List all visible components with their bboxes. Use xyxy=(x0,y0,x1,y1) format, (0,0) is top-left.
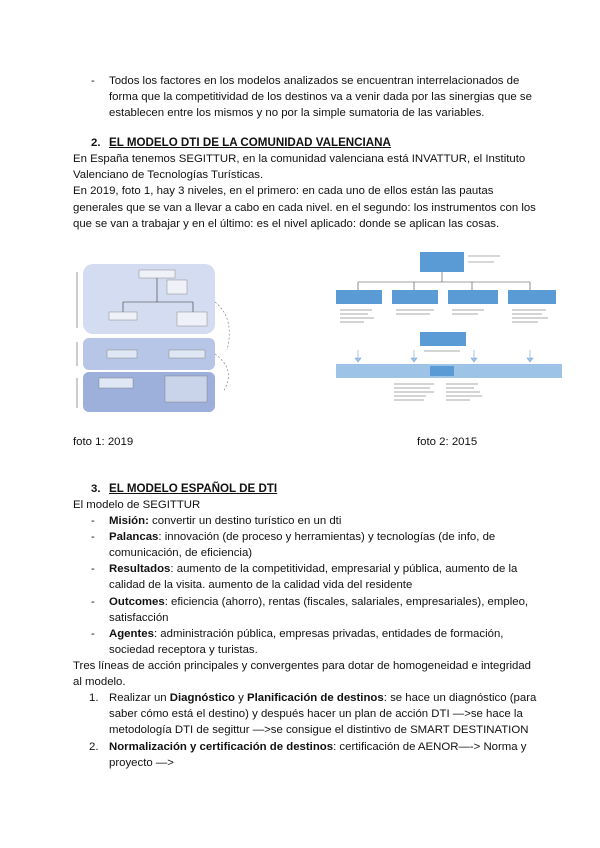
text-line xyxy=(109,626,503,642)
fig2-arrow xyxy=(471,350,477,362)
figure-2-diagram xyxy=(334,248,566,408)
section3-paragraph xyxy=(73,658,531,690)
fig1-box xyxy=(167,280,187,294)
item-text: y xyxy=(234,692,247,704)
fig1-dashed-arc xyxy=(215,354,228,392)
text-line: Todos los factores en los modelos analizados se encuentran interrelacionados de xyxy=(109,75,520,87)
bullet-label: Outcomes xyxy=(109,596,165,608)
bullet-label: Agentes xyxy=(109,628,154,640)
text-line: En 2019, foto 1, hay 3 niveles, en el primero: en cada uno de ellos están las pautas xyxy=(73,185,494,198)
text-line: Valenciano de Tecnologías Turísticas. xyxy=(73,169,264,182)
text-line xyxy=(109,529,495,545)
fig1-box xyxy=(139,270,175,278)
item-text: : se hace un diagnóstico (para xyxy=(383,692,537,704)
fig2-arrow xyxy=(355,350,361,362)
bullet-marker: - xyxy=(91,563,95,575)
item-text: Realizar un xyxy=(109,692,170,704)
fig2-pillar-box xyxy=(392,290,438,304)
bullet-text: convertir un destino turístico en un dti xyxy=(148,515,342,527)
bullet-marker: - xyxy=(91,75,95,87)
text-line xyxy=(109,739,526,755)
bullet-marker: - xyxy=(91,628,95,640)
bullet-marker: - xyxy=(91,596,95,608)
text-line xyxy=(109,690,536,706)
fig2-pillar-box xyxy=(508,290,556,304)
item-bold: Planificación de destinos xyxy=(247,692,384,704)
bullet-text: : administración pública, empresas privadas, entidades de formación, xyxy=(153,628,504,640)
text-line xyxy=(109,594,528,610)
section3-intro: El modelo de SEGITTUR xyxy=(73,499,201,511)
text-line: metodología DTI de segittur —>se consigue el distintivo de SMART DESTINATION xyxy=(109,724,529,737)
text-line: satisfacción xyxy=(109,612,169,625)
bullet-resultados xyxy=(109,561,517,593)
bullet-outcomes xyxy=(109,594,528,626)
bullet-marker: - xyxy=(91,531,95,543)
text-line: En España tenemos SEGITTUR, en la comunidad valenciana está INVATTUR, el Instituto xyxy=(73,153,526,165)
fig1-box xyxy=(165,376,207,402)
fig2-arrow xyxy=(411,350,417,362)
fig2-band-label xyxy=(430,366,454,376)
bullet-agentes xyxy=(109,626,503,658)
list-number: 1. xyxy=(89,692,99,704)
bullet-label: Resultados xyxy=(109,563,171,575)
bullet-text: : eficiencia (ahorro), rentas (fiscales, salariales, empresariales), empleo, xyxy=(164,596,529,608)
bullet-text: : innovación (de proceso y herramientas) y tecnologías (de info, de xyxy=(158,531,496,543)
text-line: Tres líneas de acción principales y convergentes para dotar de homogeneidad e integridad xyxy=(73,660,532,672)
fig2-pillar-box xyxy=(336,290,382,304)
bullet-palancas xyxy=(109,529,495,561)
fig1-box xyxy=(109,312,137,320)
bullet-marker: - xyxy=(91,515,95,527)
fig1-box xyxy=(99,378,133,388)
text-line: saber cómo está el destino) y después hacer un plan de acción DTI —>se hace la xyxy=(109,708,523,721)
bullet-label: Misión: xyxy=(109,515,149,527)
item-bold: Normalización y certificación de destinos xyxy=(109,741,334,753)
figure-1-caption: foto 1: 2019 xyxy=(73,436,134,448)
fig1-dashed-arc xyxy=(215,302,229,350)
list-number: 2. xyxy=(89,741,99,753)
fig1-box xyxy=(169,350,205,358)
fig2-pillar-box xyxy=(448,290,498,304)
text-line: calidad de la visita. aumento de la calidad vida del residente xyxy=(109,579,413,592)
text-line xyxy=(109,561,517,577)
fig1-box xyxy=(177,312,207,326)
section-title: EL MODELO DTI DE LA COMUNIDAD VALENCIANA xyxy=(109,136,391,149)
section2-body xyxy=(73,151,536,232)
figure-1-diagram xyxy=(73,262,245,412)
text-line: forma que la competitividad de los destinos va a venir dada por las sinergias que se xyxy=(109,91,532,104)
text-line: generales que se van a llevar a cabo en cada nivel. en el segundo: los instrumentos con los xyxy=(73,201,536,214)
text-line: al modelo. xyxy=(73,676,126,689)
text-line: comunicación, de eficiencia) xyxy=(109,547,253,560)
text-line: sociedad receptora y turistas. xyxy=(109,644,258,657)
item-bold: Diagnóstico xyxy=(169,692,235,704)
numbered-item-2 xyxy=(109,739,526,771)
text-line xyxy=(109,513,341,529)
text-line: que se van a trabajar y en el último: es el nivel aplicado: donde se aplican las cosas. xyxy=(73,217,500,230)
fig1-box xyxy=(107,350,137,358)
fig2-top-box xyxy=(420,252,464,272)
figure-2-caption: foto 2: 2015 xyxy=(417,436,478,448)
text-line: proyecto —> xyxy=(109,757,174,770)
text-line: establecen entre los mismos y no por la simple sumatoria de las variables. xyxy=(109,107,485,120)
bullet-mision xyxy=(109,513,341,529)
fig2-center-box xyxy=(420,332,466,346)
section-number: 3. xyxy=(91,483,101,495)
fig2-arrow xyxy=(527,350,533,362)
bullet-label: Palancas xyxy=(109,531,159,543)
section-number: 2. xyxy=(91,137,101,149)
intro-bullet-text xyxy=(109,73,532,122)
item-text: : certificación de AENOR—-> Norma y xyxy=(333,741,527,753)
bullet-text: : aumento de la competitividad, empresarial y pública, aumento de la xyxy=(170,563,518,575)
section-title: EL MODELO ESPAÑOL DE DTI xyxy=(109,482,278,495)
numbered-item-1 xyxy=(109,690,536,739)
